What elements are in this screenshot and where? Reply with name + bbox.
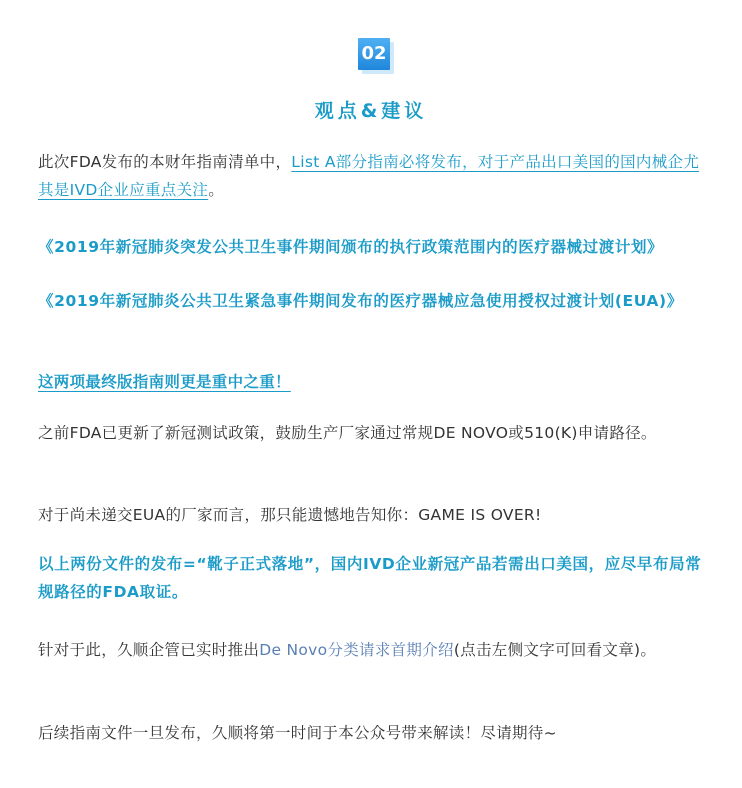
section-title: 观点&建议 (314, 100, 428, 122)
paragraph-policy-update: 之前FDA已更新了新冠测试政策，鼓励生产厂家通过常规DE NOVO或510(K)申请路径。 (38, 424, 657, 442)
de-novo-link[interactable]: De Novo分类请求首期介绍 (259, 641, 454, 659)
emphasis-text: 这两项最终版指南则更是重中之重！ (38, 373, 291, 391)
section-number-badge (358, 38, 392, 72)
paragraph-de-novo (38, 636, 710, 664)
paragraph-intro (38, 148, 710, 204)
paragraph-emphasis (38, 368, 710, 396)
guidance-title-2: 《2019年新冠肺炎公共卫生紧急事件期间发布的医疗器械应急使用授权过渡计划(EUA)》 (38, 292, 683, 310)
intro-text: 此次FDA发布的本财年指南清单中， (38, 153, 292, 171)
guidance-title-1: 《2019年新冠肺炎突发公共卫生事件期间颁布的执行政策范围内的医疗器械过渡计划》 (38, 238, 664, 256)
de-novo-prefix: 针对于此，久顺企管已实时推出 (38, 641, 260, 659)
de-novo-suffix: (点击左侧文字可回看文章)。 (453, 641, 657, 659)
list-a-link[interactable]: List A部分指南必将发布，对于产品出口美国的国内械企尤其是IVD企业应重点关注 (38, 153, 700, 199)
paragraph-closing: 后续指南文件一旦发布，久顺将第一时间于本公众号带来解读！尽请期待~ (38, 724, 557, 742)
paragraph-game-over: 对于尚未递交EUA的厂家而言，那只能遗憾地告知你：GAME IS OVER! (38, 506, 542, 524)
badge-number: 02 (358, 38, 390, 70)
paragraph-conclusion: 以上两份文件的发布=“靴子正式落地”，国内IVD企业新冠产品若需出口美国，应尽早布局常规路径的FDA取证。 (38, 555, 702, 601)
intro-suffix: 。 (208, 181, 225, 199)
